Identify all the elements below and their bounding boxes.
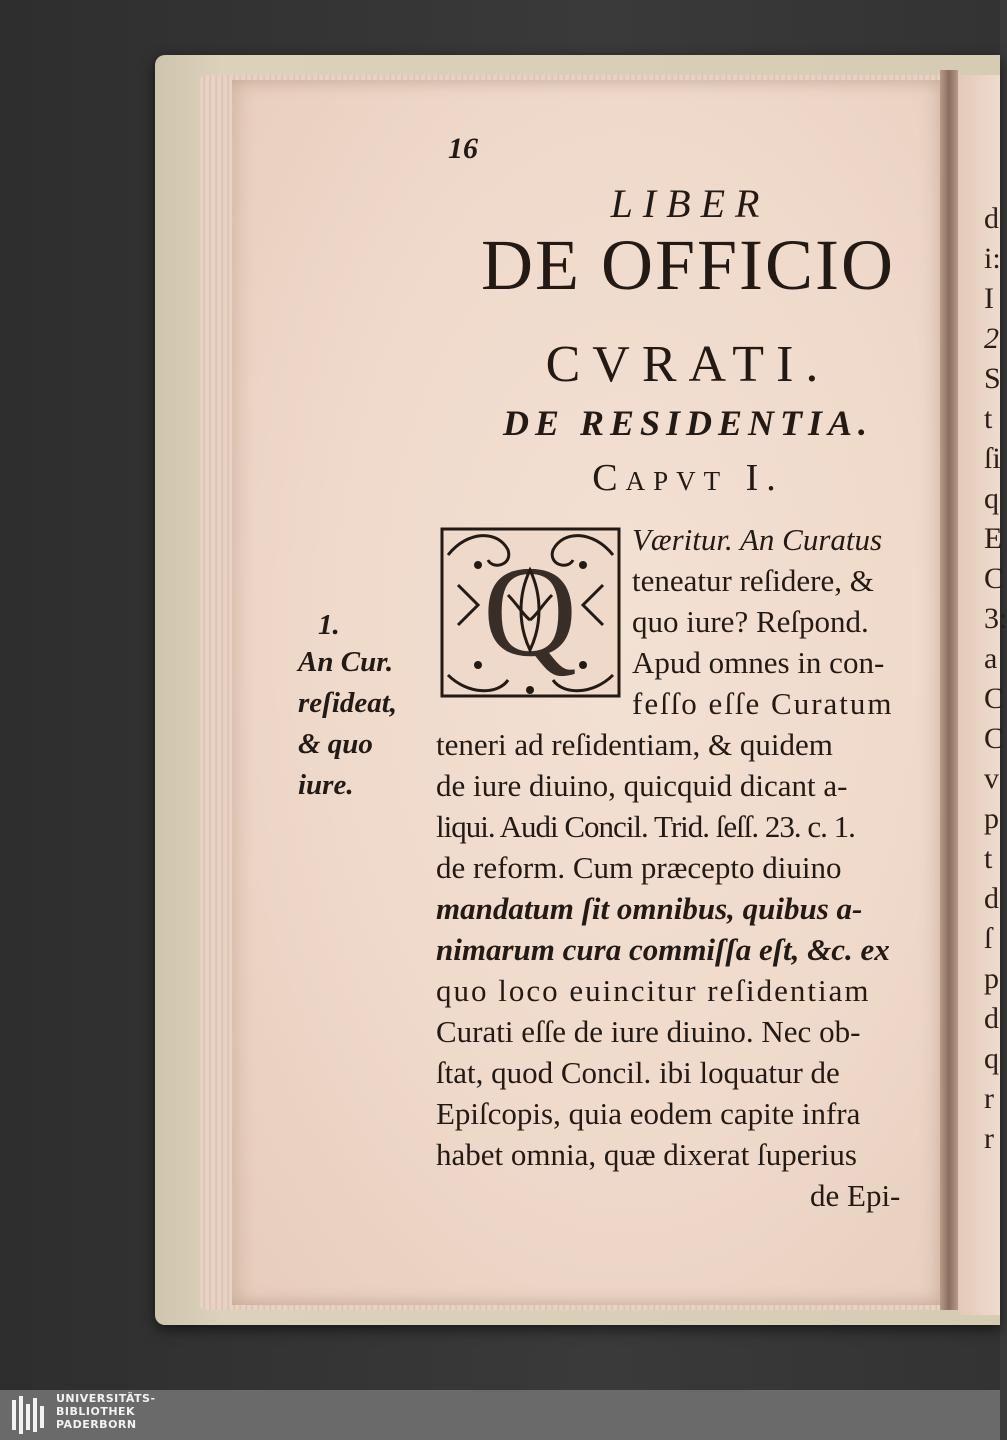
- body-line: teneatur reſidere, &: [632, 563, 874, 598]
- catchword: de Epi-: [810, 1178, 901, 1213]
- library-footer: [0, 1390, 1000, 1440]
- facing-page-letter: p: [984, 802, 999, 835]
- facing-page-letter: C: [984, 682, 1005, 715]
- body-line: [632, 520, 882, 560]
- body-line: Apud omnes in con-: [632, 645, 885, 680]
- body-line: quo loco euincitur reſidentiam: [436, 973, 871, 1008]
- initial-letter: Q: [483, 540, 577, 684]
- facing-page-letter: r: [984, 1122, 994, 1155]
- margin-note-line: & quo: [298, 728, 373, 760]
- facing-page-letter: t: [984, 842, 993, 875]
- body-line: de reform. Cum præcepto diuino: [436, 850, 842, 885]
- body-line: teneri ad reſidentiam, & quidem: [436, 727, 833, 762]
- body-line: Epiſcopis, quia eodem capite infra: [436, 1096, 861, 1131]
- facing-page-letter: p: [984, 962, 999, 995]
- library-name-line: PADERBORN: [56, 1418, 137, 1431]
- facing-page-letter: 3:: [984, 602, 1007, 635]
- facing-page-letter: I: [984, 282, 994, 315]
- decorated-initial: [438, 525, 623, 700]
- facing-page-letter: i:: [984, 242, 1001, 275]
- facing-page-letter: q: [984, 482, 999, 515]
- library-name-line: UNIVERSITÄTS-: [56, 1392, 156, 1405]
- body-line: nimarum cura commiſſa eſt, &c. ex: [436, 932, 890, 967]
- library-logo-icon: [12, 1396, 50, 1434]
- facing-page-letter: v: [984, 762, 999, 795]
- facing-page-fragment: [958, 75, 1007, 1315]
- title-line-1: DE OFFICIO: [480, 225, 896, 305]
- facing-page-letter: a: [984, 642, 998, 675]
- body-line: liqui. Audi Concil. Trid. ſeſſ. 23. c. 1.: [436, 809, 855, 844]
- margin-note-line: iure.: [298, 769, 354, 801]
- facing-page-letter: q: [984, 1042, 999, 1075]
- margin-note-number: 1.: [318, 609, 340, 641]
- library-name: [56, 1392, 156, 1431]
- body-line: de iure diuino, quicquid dicant a-: [436, 768, 848, 803]
- facing-page-letter: S: [984, 362, 1001, 395]
- body-line: quo iure? Reſpond.: [632, 604, 869, 639]
- margin-note-line: reſideat,: [298, 687, 398, 719]
- facing-page-letter: t: [984, 402, 993, 435]
- facing-page-letter: d: [984, 202, 999, 235]
- facing-page-letter: d: [984, 882, 999, 915]
- body-line: feſſo eſſe Curatum: [632, 686, 894, 721]
- facing-page-letter: C: [984, 722, 1005, 755]
- facing-page-letter: ſi: [984, 442, 1001, 475]
- facing-page-letter: d: [984, 1002, 999, 1035]
- section-heading: DE RESIDENTIA.: [502, 403, 874, 443]
- facing-page-letter: r: [984, 1082, 994, 1115]
- book-gutter: [940, 70, 958, 1310]
- facing-page-letter: ſ: [984, 922, 993, 955]
- margin-note-line: An Cur.: [298, 646, 394, 678]
- body-line: ſtat, quod Concil. ibi loquatur de: [436, 1055, 840, 1090]
- facing-page-letter: 2: [984, 322, 999, 355]
- body-line: habet omnia, quæ dixerat ſuperius: [436, 1137, 857, 1172]
- library-name-line: BIBLIOTHEK: [56, 1405, 136, 1418]
- page-number: 16: [448, 132, 478, 165]
- body-line: Curati eſſe de iure diuino. Nec ob-: [436, 1014, 861, 1049]
- title-line-2: CVRATI.: [545, 336, 831, 393]
- body-line: mandatum ſit omnibus, quibus a-: [436, 891, 863, 926]
- ornament-icon: [438, 525, 623, 700]
- facing-page-letter: E: [984, 522, 1003, 555]
- chapter-heading: Capvt I.: [592, 457, 784, 499]
- facing-page-letter: C: [984, 562, 1005, 595]
- body-line-text: Væritur. An Curatus: [632, 522, 883, 557]
- book-label: LIBER: [610, 181, 770, 226]
